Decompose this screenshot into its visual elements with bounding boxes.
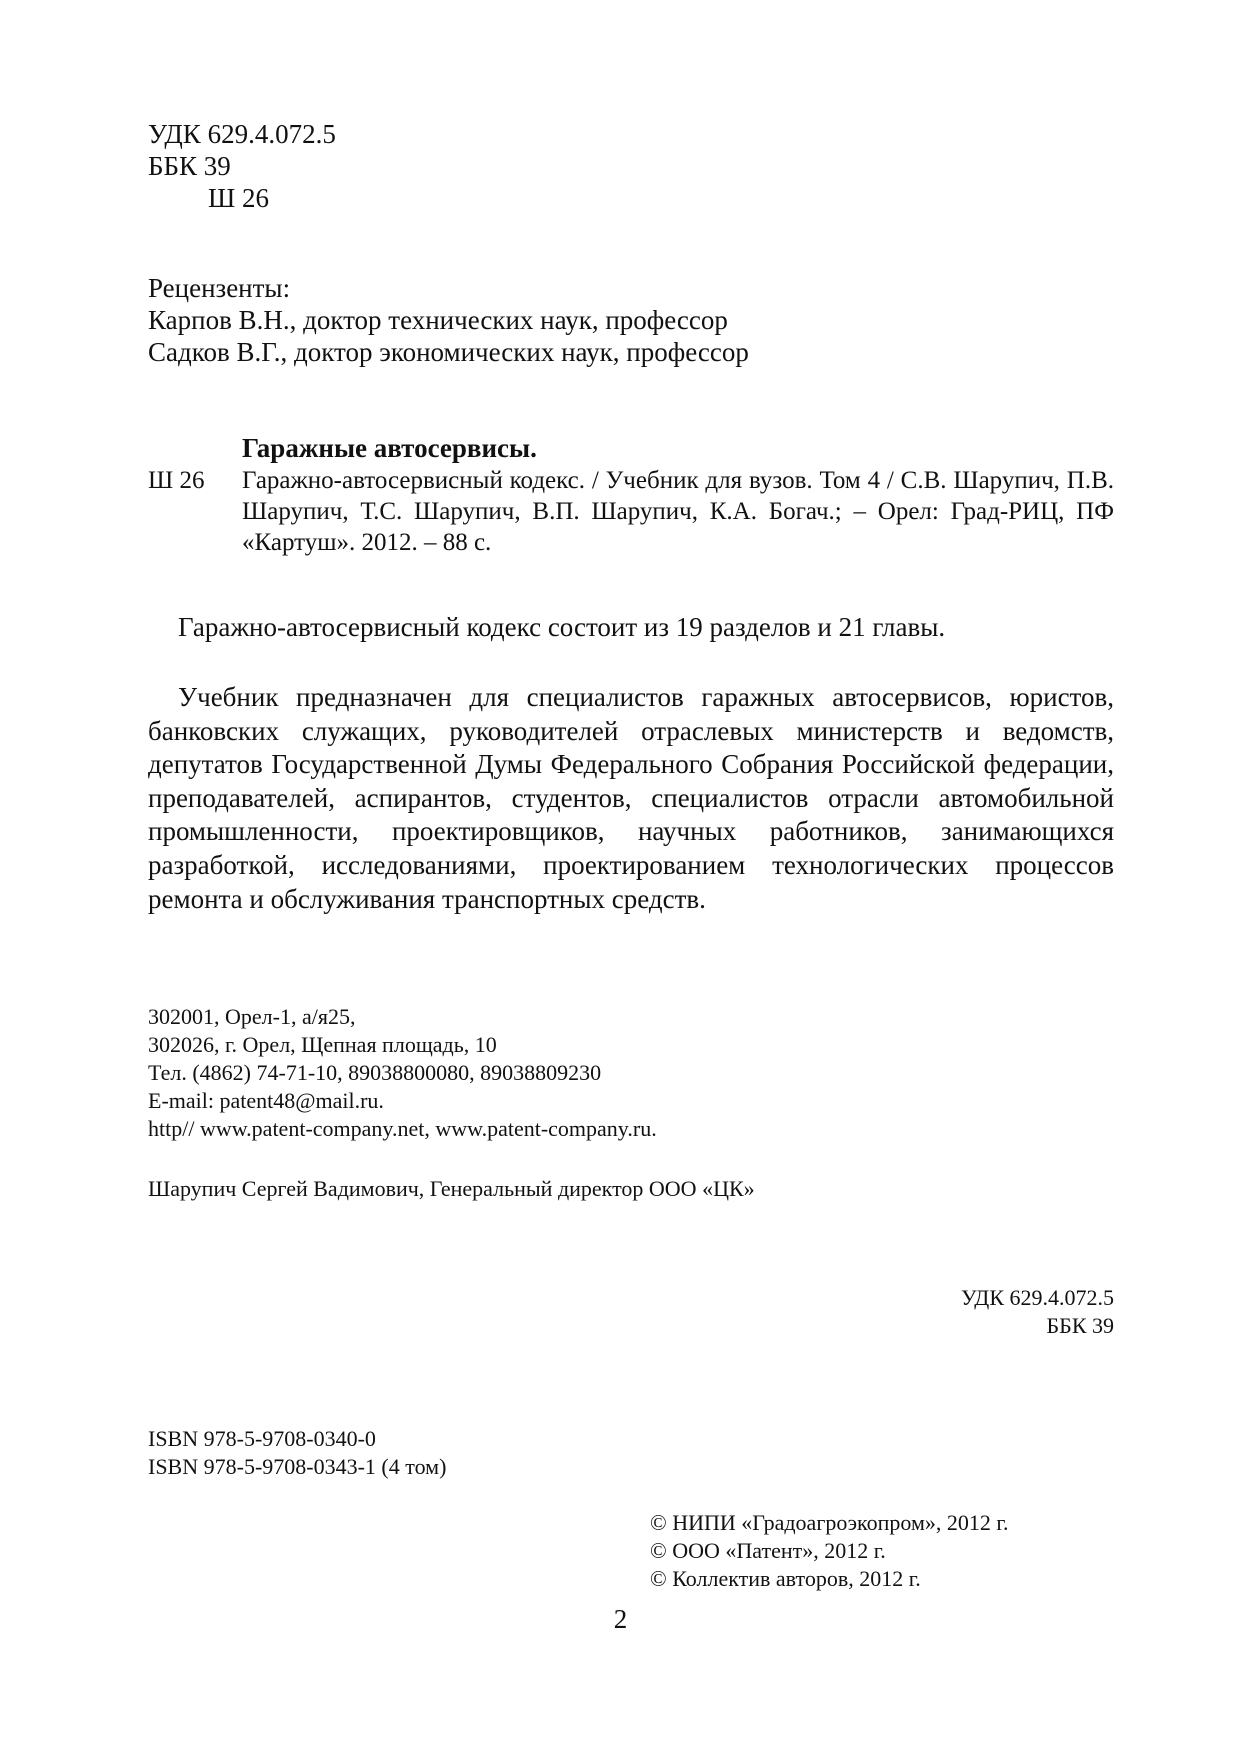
phone: Тел. (4862) 74-71-10, 89038800080, 89038809230 [148,1060,602,1085]
isbn-line: ISBN 978-5-9708-0340-0 [148,1426,376,1451]
udk-code-right: УДК 629.4.072.5 [960,1285,1114,1310]
reviewer-item: Карпов В.Н., доктор технических наук, профессор [148,305,728,335]
bbk-code: ББК 39 [148,151,231,181]
bibliographic-code: Ш 26 [148,467,205,494]
bibliographic-description: Гаражно-автосервисный кодекс. / Учебник для вузов. Том 4 / С.В. Шарупич, П.В. Шарупич, Т.С. Шарупич, В.П. Шарупич, К.А. Богач.; – Орел: Град-РИЦ, ПФ «Картуш». 2012. – 88 с. [242,467,1114,556]
director-line: Шарупич Сергей Вадимович, Генеральный директор ООО «ЦК» [148,1176,755,1201]
isbn-block [148,1425,446,1481]
reviewers-block [148,272,749,368]
website: http// www.patent-company.net, www.patent-company.ru. [148,1116,657,1141]
bibliographic-row [148,465,1114,558]
email: E-mail: patent48@mail.ru. [148,1088,384,1113]
isbn-line: ISBN 978-5-9708-0343-1 (4 том) [148,1454,447,1479]
bbk-code-right: ББК 39 [1046,1313,1114,1338]
classification-codes [148,118,336,214]
reviewers-heading: Рецензенты: [148,273,291,303]
copyright-line: © Коллектив авторов, 2012 г. [650,1566,921,1591]
contacts-block [148,1003,657,1143]
author-mark: Ш 26 [208,183,269,213]
reviewer-item: Садков В.Г., доктор экономических наук, профессор [148,337,749,367]
page-number: 2 [613,1604,628,1634]
bibliographic-record [148,432,1114,558]
po-box: 302001, Орел-1, а/я25, [148,1004,356,1029]
copyright-line: © ООО «Патент», 2012 г. [650,1538,886,1563]
copyright-line: © НИПИ «Градоагроэкопром», 2012 г. [650,1510,1009,1535]
book-title: Гаражные автосервисы. [242,433,537,463]
address: 302026, г. Орел, Щепная площадь, 10 [148,1032,497,1057]
summary-paragraph: Гаражно-автосервисный кодекс состоит из 19 разделов и 21 главы. [178,612,946,642]
right-classification-codes [961,1284,1114,1340]
udk-code: УДК 629.4.072.5 [148,119,336,149]
copyright-block [650,1509,1008,1593]
purpose-paragraph: Учебник предназначен для специалистов гаражных автосервисов, юристов, банковских служащих, руководителей отраслевых министерств и ведомств, депутатов Государственной Думы Федерального Собрания Российской федерации, преподавателей, аспирантов, студентов, специалистов отрасли автомобильной промышленности, проектировщиков, научных работников, занимающихся разработкой, исследованиями, проектированием технологических процессов ремонта и обслуживания транспортных средств. [148,682,1114,914]
